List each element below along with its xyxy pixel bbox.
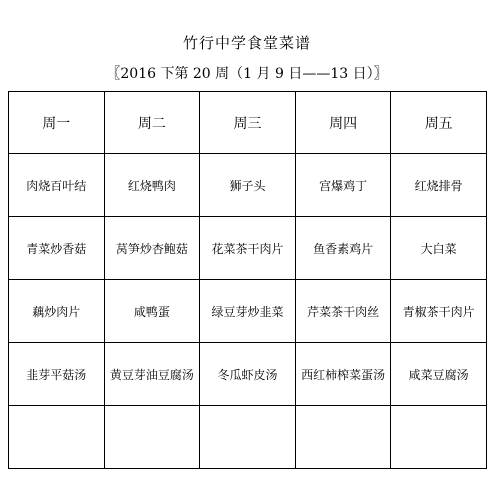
dish-cell: 绿豆芽炒韭菜 (200, 280, 296, 343)
day-header-thu: 周四 (295, 92, 391, 154)
day-header-tue: 周二 (104, 92, 200, 154)
menu-row (9, 343, 487, 406)
empty-cell (104, 406, 200, 469)
dish-cell: 宫爆鸡丁 (295, 154, 391, 217)
dish-cell: 冬瓜虾皮汤 (200, 343, 296, 406)
dish-cell: 莴笋炒杏鲍菇 (104, 217, 200, 280)
menu-title: 竹行中学食堂菜谱 (182, 34, 311, 52)
dish-cell: 红烧鸭肉 (104, 154, 200, 217)
dish-cell: 青菜炒香菇 (9, 217, 105, 280)
dish-cell: 花菜茶干肉片 (200, 217, 296, 280)
dish-cell: 西红柿榨菜蛋汤 (295, 343, 391, 406)
week-subtitle: 〖2016 下第 20 周（1 月 9 日——13 日）〗 (106, 66, 388, 82)
day-header-mon: 周一 (9, 92, 105, 154)
dish-cell: 芹菜茶干肉丝 (295, 280, 391, 343)
menu-row (9, 217, 487, 280)
dish-cell: 鱼香素鸡片 (295, 217, 391, 280)
dish-cell: 狮子头 (200, 154, 296, 217)
dish-cell: 肉烧百叶结 (9, 154, 105, 217)
empty-cell (200, 406, 296, 469)
dish-cell: 藕炒肉片 (9, 280, 105, 343)
day-header-row (9, 92, 487, 154)
menu-row (9, 154, 487, 217)
dish-cell: 咸菜豆腐汤 (391, 343, 487, 406)
dish-cell: 黄豆芽油豆腐汤 (104, 343, 200, 406)
empty-cell (9, 406, 105, 469)
empty-cell (295, 406, 391, 469)
day-header-fri: 周五 (391, 92, 487, 154)
day-header-wed: 周三 (200, 92, 296, 154)
dish-cell: 青椒茶干肉片 (391, 280, 487, 343)
empty-cell (391, 406, 487, 469)
dish-cell: 韭芽平菇汤 (9, 343, 105, 406)
dish-cell: 红烧排骨 (391, 154, 487, 217)
menu-row (9, 280, 487, 343)
dish-cell: 大白菜 (391, 217, 487, 280)
weekly-menu-table (8, 91, 487, 469)
empty-row (9, 406, 487, 469)
dish-cell: 咸鸭蛋 (104, 280, 200, 343)
